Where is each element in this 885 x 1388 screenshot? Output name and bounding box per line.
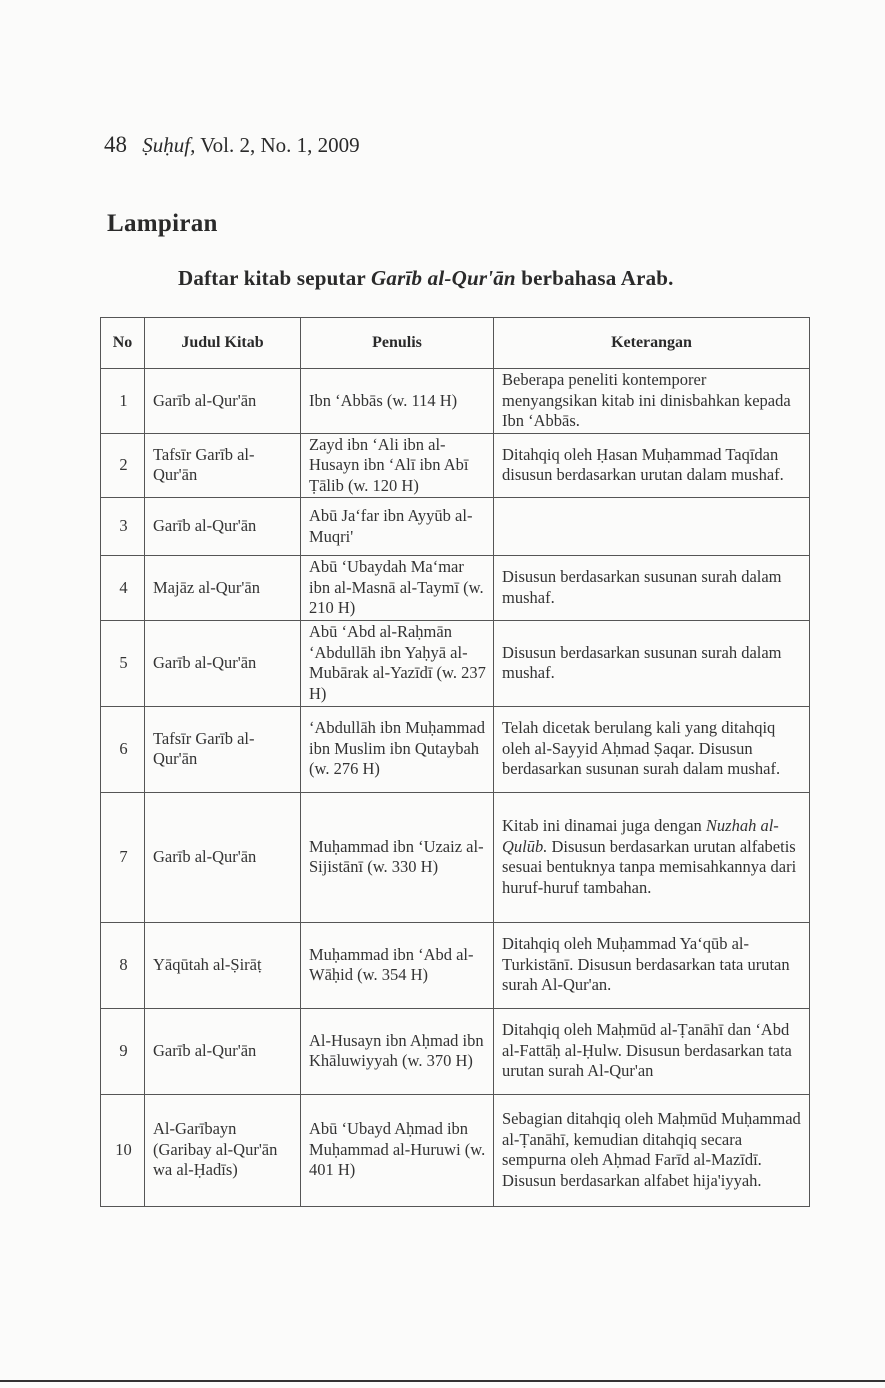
table-row [101, 792, 810, 922]
cell-keterangan: Ditahqiq oleh Maḥmūd al-Ṭanāhī dan ‘Abd al-Fattāḥ al-Ḥulw. Disusun berdasarkan tata urutan surah Al-Qur'an [494, 1008, 810, 1094]
table-row [101, 1008, 810, 1094]
keterangan-text: Kitab ini dinamai juga dengan [502, 816, 702, 835]
cell-no: 9 [101, 1008, 145, 1094]
cell-penulis: Abū Ja‘far ibn Ayyūb al-Muqri' [301, 498, 494, 556]
cell-no: 3 [101, 498, 145, 556]
cell-judul: Garīb al-Qur'ān [145, 498, 301, 556]
cell-penulis: Abū ‘Abd al-Raḥmān ‘Abdullāh ibn Yaḥyā al-Mubārak al-Yazīdī (w. 237 H) [301, 620, 494, 706]
cell-no: 6 [101, 706, 145, 792]
table-row [101, 1094, 810, 1206]
header-judul: Judul Kitab [145, 318, 301, 369]
cell-no: 4 [101, 556, 145, 621]
table-row [101, 620, 810, 706]
bottom-scan-edge [0, 1380, 885, 1382]
cell-penulis: Ibn ‘Abbās (w. 114 H) [301, 369, 494, 434]
cell-keterangan: Disusun berdasarkan susunan surah dalam mushaf. [494, 620, 810, 706]
cell-keterangan [494, 792, 810, 922]
journal-volume: Vol. 2, No. 1, 2009 [200, 133, 360, 157]
cell-keterangan: Beberapa peneliti kontemporer menyangsikan kitab ini dinisbahkan kepada Ibn ‘Abbās. [494, 369, 810, 434]
cell-keterangan: Sebagian ditahqiq oleh Maḥmūd Muḥammad al-Ṭanāhī, kemudian ditahqiq secara sempurna oleh Aḥmad Farīd al-Mazīdī. Disusun berdasarkan alfabet hija'iyyah. [494, 1094, 810, 1206]
cell-keterangan: Ditahqiq oleh Muḥammad Ya‘qūb al-Turkistānī. Disusun berdasarkan tata urutan surah Al-Qur'an. [494, 922, 810, 1008]
cell-keterangan [494, 498, 810, 556]
header-penulis: Penulis [301, 318, 494, 369]
cell-judul: Tafsīr Garīb al-Qur'ān [145, 433, 301, 498]
journal-title: Ṣuḥuf, [142, 133, 196, 157]
kitab-table [100, 317, 810, 1207]
cell-penulis: Muḥammad ibn ‘Uzaiz al-Sijistānī (w. 330 H) [301, 792, 494, 922]
cell-keterangan: Telah dicetak berulang kali yang ditahqiq oleh al-Sayyid Aḥmad Ṣaqar. Disusun berdasarkan susunan surah dalam mushaf. [494, 706, 810, 792]
cell-penulis: Abū ‘Ubaydah Ma‘mar ibn al-Masnā al-Taymī (w. 210 H) [301, 556, 494, 621]
table-row [101, 556, 810, 621]
section-title: Lampiran [107, 210, 218, 237]
cell-penulis: Zayd ibn ‘Ali ibn al-Husayn ibn ‘Alī ibn Abī Ṭālib (w. 120 H) [301, 433, 494, 498]
table-caption [178, 266, 674, 291]
cell-judul: Yāqūtah al-Ṣirāṭ [145, 922, 301, 1008]
cell-penulis: Abū ‘Ubayd Aḥmad ibn Muḥammad al-Huruwi (w. 401 H) [301, 1094, 494, 1206]
cell-no: 7 [101, 792, 145, 922]
caption-italic-term: Garīb al-Qur'ān [371, 266, 516, 290]
header-no: No [101, 318, 145, 369]
cell-judul: Garīb al-Qur'ān [145, 792, 301, 922]
cell-judul: Garīb al-Qur'ān [145, 1008, 301, 1094]
table-header-row [101, 318, 810, 369]
cell-no: 2 [101, 433, 145, 498]
page-number: 48 [104, 132, 127, 157]
cell-penulis: Al-Husayn ibn Aḥmad ibn Khāluwiyyah (w. 370 H) [301, 1008, 494, 1094]
cell-judul: Tafsīr Garīb al-Qur'ān [145, 706, 301, 792]
cell-no: 5 [101, 620, 145, 706]
table-row [101, 922, 810, 1008]
cell-judul: Garīb al-Qur'ān [145, 369, 301, 434]
keterangan-italic-title: Nuzhah al-Qulūb. [502, 816, 779, 856]
caption-prefix: Daftar kitab seputar [178, 266, 366, 290]
table-row [101, 706, 810, 792]
cell-judul: Majāz al-Qur'ān [145, 556, 301, 621]
keterangan-text: Disusun berdasarkan urutan alfabetis sesuai bentuknya tanpa memisahkannya dari huruf-huruf tambahan. [502, 836, 797, 897]
cell-penulis: ‘Abdullāh ibn Muḥammad ibn Muslim ibn Qutaybah (w. 276 H) [301, 706, 494, 792]
table-row [101, 369, 810, 434]
cell-no: 10 [101, 1094, 145, 1206]
cell-keterangan: Disusun berdasarkan susunan surah dalam mushaf. [494, 556, 810, 621]
table-row [101, 498, 810, 556]
caption-suffix: berbahasa Arab. [521, 266, 674, 290]
cell-judul: Garīb al-Qur'ān [145, 620, 301, 706]
header-keterangan: Keterangan [494, 318, 810, 369]
cell-no: 1 [101, 369, 145, 434]
table-row [101, 433, 810, 498]
cell-judul: Al-Garībayn (Garibay al-Qur'ān wa al-Ḥadīs) [145, 1094, 301, 1206]
running-head [104, 132, 360, 158]
cell-penulis: Muḥammad ibn ‘Abd al-Wāḥid (w. 354 H) [301, 922, 494, 1008]
cell-no: 8 [101, 922, 145, 1008]
cell-keterangan: Ditahqiq oleh Ḥasan Muḥammad Taqīdan disusun berdasarkan urutan dalam mushaf. [494, 433, 810, 498]
